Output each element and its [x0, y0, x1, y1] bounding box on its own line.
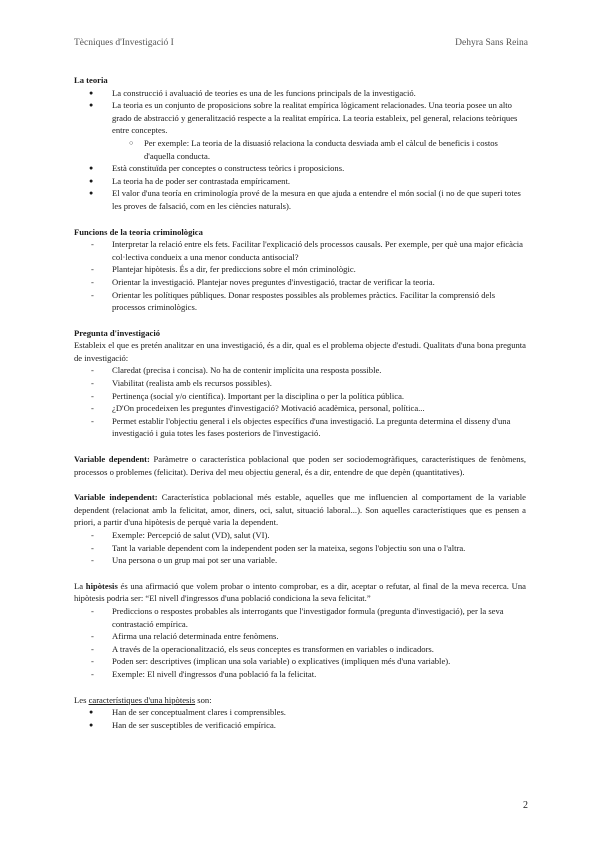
document-body	[74, 74, 526, 731]
list-item: - Poden ser: descriptives (implican una sola variable) o explicatives (impliquen més d'una variable).	[74, 655, 526, 668]
list-pregunta	[74, 364, 526, 440]
list-item: - Afirma una relació determinada entre fenòmens.	[74, 630, 526, 643]
list-item: - Orientar les polítiques públiques. Donar respostes possibles als problemes pràctics. Facilitar la comprensió dels processos criminològics.	[74, 289, 526, 314]
list-item: ● El valor d'una teoría en criminología prové de la mesura en que ajuda a entendre el món social (i no de que superi totes les proves de falsació, com en les ciències naturals).	[74, 187, 526, 212]
list-item: - Prediccions o respostes probables als interrogants que l'investigador formula (pregunta d'investigació), per la seva contrastació empírica.	[74, 605, 526, 630]
list-item: - Tant la variable dependent com la independent poden ser la mateixa, segons l'objectiu son una o l'altra.	[74, 542, 526, 555]
paragraph-caracteristiques: Les característiques d'una hipòtesis son:	[74, 694, 212, 705]
list-item: ● Han de ser conceptualment clares i comprensibles.	[74, 706, 526, 719]
list-item: - Una persona o un grup mai pot ser una variable.	[74, 554, 526, 567]
list-item: ● La teoria ha de poder ser contrastada empíricament.	[74, 175, 526, 188]
heading-pregunta: Pregunta d'investigació	[74, 327, 161, 338]
section-funcions	[74, 226, 526, 314]
page-number: 2	[523, 800, 528, 811]
sub-list-item: ○ Per exemple: La teoria de la disuasió relaciona la conducta desviada amb el càlcul de beneficis i costos d'aquella conducta.	[74, 137, 526, 162]
pregunta-intro: Estableix el que es pretén analitzar en una investigació, és a dir, qual es el problema objecte d'estudi. Qualitats d'una bona pregunta de investigació:	[74, 340, 526, 363]
list-item: - A través de la operacionalització, els seus conceptes es transformen en variables o indicadors.	[74, 643, 526, 656]
list-item: - Orientar la investigació. Plantejar noves preguntes d'investigació, tractar de verificar la teoria.	[74, 276, 526, 289]
label-variable-dependent: Variable dependent:	[74, 454, 150, 465]
list-item: - ¿D'On procedeixen les preguntes d'investigació? Motivació acadèmica, personal, política...	[74, 402, 526, 415]
label-variable-independent: Variable independent:	[74, 492, 158, 503]
list-item: ● La construcció i avaluació de teories es una de les funcions principals de la investigació.	[74, 87, 526, 100]
list-independent	[74, 529, 526, 567]
list-item: ● Està constituïda per conceptes o constructess teòrics i proposicions.	[74, 162, 526, 175]
section-variable-independent	[74, 491, 526, 567]
list-item: ● Han de ser susceptibles de verificació empírica.	[74, 719, 526, 732]
list-item: - Plantejar hipòtesis. És a dir, fer prediccions sobre el món criminològic.	[74, 263, 526, 276]
paragraph-hipotesis: La hipòtesis és una afirmació que volem probar o intento comprobar, es a dir, aceptar o refutar, al final de la meva recerca. Una hipòtesis podria ser: “El nivell d'ingressos d'una població condiciona la seva felicitat.”	[74, 580, 526, 604]
heading-teoria: La teoria	[74, 75, 108, 85]
list-funcions	[74, 238, 526, 314]
header-course: Tècniques d'Investigació I	[74, 38, 174, 48]
paragraph-variable-independent: Variable independent: Característica poblacional més estable, aquelles que me influencien al comportament de la variable dependent (relacionat amb la felicitat, amor, diners, oci, salut, situació laboral...). Son aquelles característiques que es pensen a priori, a partir d'una hipòtesis de perquè varia la dependent.	[74, 492, 526, 528]
list-teoria	[74, 87, 526, 213]
list-item: - Interpretar la relació entre els fets. Facilitar l'explicació dels processos causals. Per exemple, per què una major eficàcia col·lectiva condueix a una menor conducta antisocial?	[74, 238, 526, 263]
section-teoria	[74, 74, 526, 213]
list-item: - Permet establir l'objectiu general i els objectes específics d'una investigació. La pregunta determina el disseny d'una investigació i guia totes les fases posteriors de l'investigació.	[74, 415, 526, 440]
list-item: - Pertinença (social y/o científica). Important per la disciplina o per la política pública.	[74, 390, 526, 403]
list-item: - Viabilitat (realista amb els recursos possibles).	[74, 377, 526, 390]
section-hipotesis	[74, 580, 526, 681]
list-item: ● La teoria es un conjunto de proposicions sobre la realitat empírica lògicament relacionades. Una teoria posee un alto grado de abstracció y generalització respecte a la realitat empírica. La teoria estableix, pel general, relacions teòriques entre conceptes.	[74, 99, 526, 137]
paragraph-variable-dependent: Variable dependent: Paràmetre o característica poblacional que poden ser sociodemogràfiques, característiques de fenòmens, processos o problemes (felicitat). Deriva del meu objectiu general, és a dir, entendre de que depèn (quantitatives).	[74, 454, 526, 477]
list-item: - Exemple: Percepció de salut (VD), salut (VI).	[74, 529, 526, 542]
list-item: - Claredat (precisa i concisa). No ha de contenir implícita una resposta possible.	[74, 364, 526, 377]
list-hipotesis	[74, 605, 526, 681]
header-author: Dehyra Sans Reina	[455, 38, 528, 48]
section-pregunta	[74, 327, 526, 440]
section-caracteristiques	[74, 694, 526, 732]
list-caracteristiques	[74, 706, 526, 731]
list-item: - Exemple: El nivell d'ingressos d'una població fa la felicitat.	[74, 668, 526, 681]
heading-funcions: Funcions de la teoria criminològica	[74, 226, 203, 237]
